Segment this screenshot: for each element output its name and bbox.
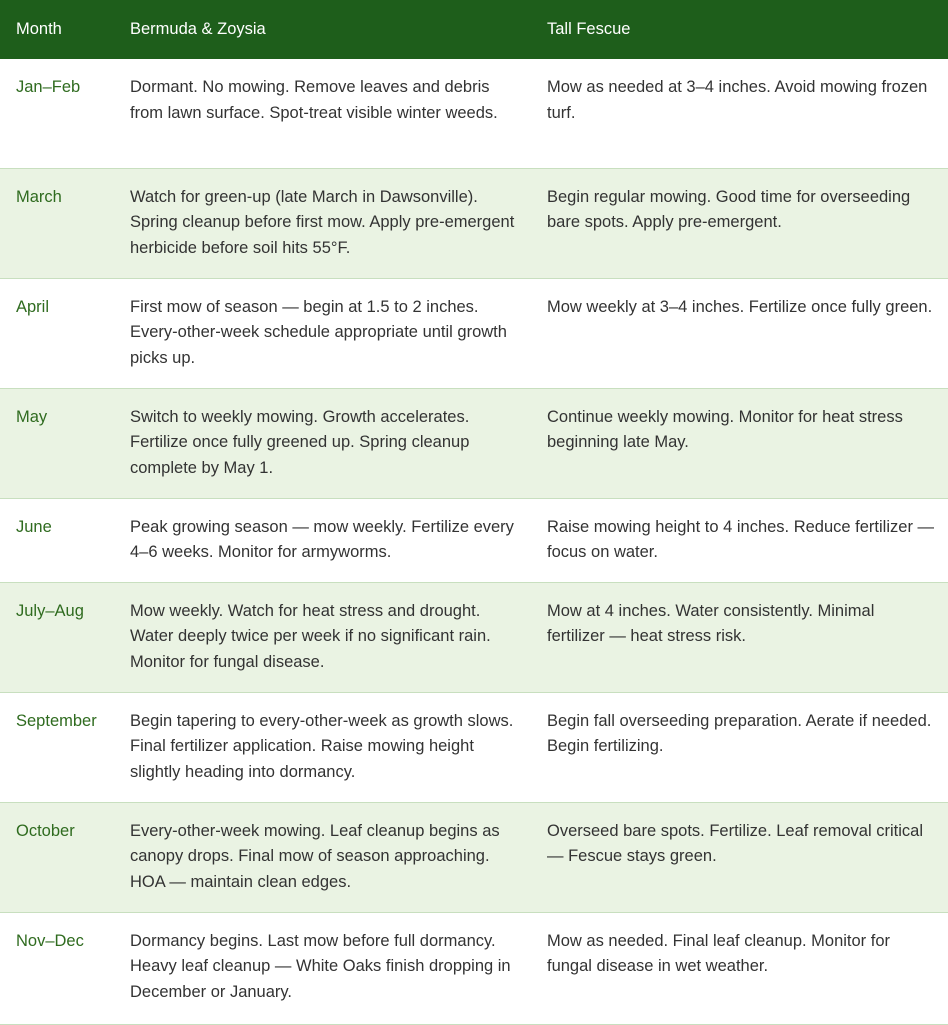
header-month: Month bbox=[16, 20, 62, 38]
header-row bbox=[0, 0, 948, 59]
table-row bbox=[0, 692, 948, 802]
bermuda-zoysia-cell: Watch for green-up (late March in Dawsonville). Spring cleanup before first mow. Apply pre-emergent herbicide before soil hits 55°F. bbox=[130, 187, 515, 257]
table-row bbox=[0, 498, 948, 582]
tall-fescue-cell: Mow weekly at 3–4 inches. Fertilize once fully green. bbox=[547, 297, 933, 316]
table-row bbox=[0, 388, 948, 498]
bermuda-zoysia-cell: Every-other-week mowing. Leaf cleanup begins as canopy drops. Final mow of season approaching. HOA — maintain clean edges. bbox=[130, 821, 500, 891]
tall-fescue-cell: Overseed bare spots. Fertilize. Leaf removal critical — Fescue stays green. bbox=[547, 821, 923, 865]
tall-fescue-cell: Mow as needed at 3–4 inches. Avoid mowing frozen turf. bbox=[547, 78, 928, 122]
tall-fescue-cell: Raise mowing height to 4 inches. Reduce fertilizer — focus on water. bbox=[547, 517, 935, 561]
table-row bbox=[0, 912, 948, 1024]
month-cell: October bbox=[16, 821, 75, 840]
tall-fescue-cell: Continue weekly mowing. Monitor for heat stress beginning late May. bbox=[547, 407, 903, 451]
month-cell: Nov–Dec bbox=[16, 931, 84, 950]
tall-fescue-cell: Begin regular mowing. Good time for overseeding bare spots. Apply pre-emergent. bbox=[547, 187, 911, 231]
table-body bbox=[0, 59, 948, 1024]
bermuda-zoysia-cell: Dormant. No mowing. Remove leaves and debris from lawn surface. Spot-treat visible winter weeds. bbox=[130, 78, 498, 122]
table-header bbox=[0, 0, 948, 59]
tall-fescue-cell: Mow as needed. Final leaf cleanup. Monitor for fungal disease in wet weather. bbox=[547, 931, 891, 975]
month-cell: July–Aug bbox=[16, 601, 84, 620]
table-row bbox=[0, 802, 948, 912]
header-bermuda-zoysia: Bermuda & Zoysia bbox=[130, 20, 266, 38]
table-row bbox=[0, 582, 948, 692]
bermuda-zoysia-cell: Dormancy begins. Last mow before full dormancy. Heavy leaf cleanup — White Oaks finish dropping in December or January. bbox=[130, 931, 511, 1001]
bermuda-zoysia-cell: First mow of season — begin at 1.5 to 2 inches. Every-other-week schedule appropriate until growth picks up. bbox=[130, 297, 507, 367]
bermuda-zoysia-cell: Mow weekly. Watch for heat stress and drought. Water deeply twice per week if no significant rain. Monitor for fungal disease. bbox=[130, 601, 491, 671]
tall-fescue-cell: Mow at 4 inches. Water consistently. Minimal fertilizer — heat stress risk. bbox=[547, 601, 875, 645]
month-cell: Jan–Feb bbox=[16, 78, 81, 96]
bermuda-zoysia-cell: Peak growing season — mow weekly. Fertilize every 4–6 weeks. Monitor for armyworms. bbox=[130, 517, 514, 561]
table-row bbox=[0, 59, 948, 168]
month-cell: June bbox=[16, 517, 52, 536]
tall-fescue-cell: Begin fall overseeding preparation. Aerate if needed. Begin fertilizing. bbox=[547, 711, 932, 755]
bermuda-zoysia-cell: Begin tapering to every-other-week as growth slows. Final fertilizer application. Raise mowing height slightly heading into dormancy. bbox=[130, 711, 514, 781]
bermuda-zoysia-cell: Switch to weekly mowing. Growth accelerates. Fertilize once fully greened up. Spring cleanup complete by May 1. bbox=[130, 407, 470, 477]
month-cell: September bbox=[16, 711, 97, 730]
table-row bbox=[0, 278, 948, 388]
month-cell: May bbox=[16, 407, 48, 426]
header-tall-fescue: Tall Fescue bbox=[547, 20, 631, 38]
table-row bbox=[0, 168, 948, 278]
month-cell: March bbox=[16, 187, 62, 206]
month-cell: April bbox=[16, 297, 50, 316]
